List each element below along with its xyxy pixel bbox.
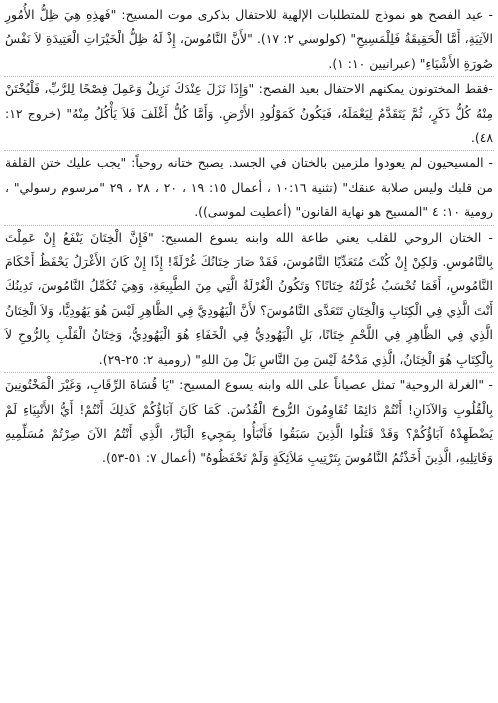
spiritual-foreskin-paragraph: - "الغرلة الروحية" تمثل عصياناً على الله وابنه يسوع المسيح: "يَا قُسَاةَ الرِّقَابِ، وَغَيْرَ الْمَخْتُونِينَ بِالْقُلُوبِ وَالآذَانِ! أَنْتُمْ دَائِمًا تُقَاوِمُونَ الرُّوحَ الْقُدُسَ. كَمَا كَانَ آبَاؤُكُمْ كَذلِكَ أَنْتُمْ! أَيُّ الأَنْبِيَاءِ لَمْ يَضْطَهِدْهُ آبَاؤُكُمْ؟ وَقَدْ قَتَلُوا الَّذِينَ سَبَقُوا فَأَنْبَأُوا بِمَجِيءِ الْبَارِّ، الَّذِي أَنْتُمُ الآنَ صِرْتُمْ مُسَلِّمِيهِ وَقَاتِلِيهِ، الَّذِينَ أَخَذْتُمُ النَّامُوسَ بِتَرْتِيبِ مَلاَئِكَةٍ وَلَمْ تَحْفَظُوهُ" (أعمال ٧: ٥١-٥٣). <box>5 377 493 466</box>
spiritual-circumcision-paragraph: - المسيحيون لم يعودوا ملزمين بالختان في الجسد. يصبح ختانه روحياً: "يجب عليك ختن القلفة من قلبك وليس صلابة عنقك" (تثنية ١٠:١٦ ، أعمال ١٥: ١٩ ، ٢٠ ، ٢٨ ، ٢٩ "مرسوم رسولي" ، رومية ١٠: ٤ "المسيح هو نهاية القانون" (أعطيت لموسى)). <box>4 151 494 225</box>
passover-model-paragraph: - عيد الفصح هو نموذج للمتطلبات الإلهية للاحتفال بذكرى موت المسيح: "فَهذِهِ هِيَ ظِلُّ الأُمُورِ الآتِيَةِ، أَمَّا الْحَقِيقَةُ فَلِلْمَسِيحِ" (كولوسي ٢: ١٧). "لأَنَّ النَّامُوسَ، إِذْ لَهُ ظِلُّ الْخَيْرَاتِ الْعَتِيدَةِ لاَ نَفْسُ صُورَةِ الأَشْيَاءِ" (عبرانيين ١٠: ١). <box>4 3 494 77</box>
circumcised-only-paragraph: -فقط المختونون يمكنهم الاحتفال بعيد الفصح: "وَإِذَا نَزَلَ عِنْدَكَ نَزِيلٌ وَعَمِلَ فِصْحًا لِلرَّبِّ، فَلْيُخْتَنْ مِنْهُ كُلُّ ذَكَرٍ، ثُمَّ يَتَقَدَّمُ لِيَعْمَلَهُ، فَيَكُونُ كَمَوْلُودِ الأَرْضِ. وَأَمَّا كُلُّ أَغْلَفَ فَلاَ يَأْكُلُ مِنْهُ" (خروج ١٢: ٤٨). <box>4 77 494 151</box>
heart-circumcision-paragraph: - الختان الروحي للقلب يعني طاعة الله وابنه يسوع المسيح: "فَإِنَّ الْخِتَانَ يَنْفَعُ إِنْ عَمِلْتَ بِالنَّامُوسِ. وَلكِنْ إِنْ كُنْتَ مُتَعَدِّيًا النَّامُوسَ، فَقَدْ صَارَ خِتَانُكَ غُرْلَةً! إِذًا إِنْ كَانَ الأَغْرَلُ يَحْفَظُ أَحْكَامَ النَّامُوسِ، أَفَمَا تُحْسَبُ غُرْلَتُهُ خِتَانًا؟ وَتَكُونُ الْغُرْلَةُ الَّتِي مِنَ الطَّبِيعَةِ، وَهِيَ تُكَمِّلُ النَّامُوسَ، تَدِينُكَ أَنْتَ الَّذِي فِي الْكِتَابِ وَالْخِتَانِ تَتَعَدَّى النَّامُوسَ؟ لأَنَّ الْيَهُودِيَّ فِي الظَّاهِرِ لَيْسَ هُوَ يَهُودِيًّا، وَلاَ الْخِتَانُ الَّذِي فِي الظَّاهِرِ فِي اللَّحْمِ خِتَانًا، بَلِ الْيَهُودِيُّ فِي الْخَفَاءِ هُوَ الْيَهُودِيُّ، وَخِتَانُ الْقَلْبِ بِالرُّوحِ لاَ بِالْكِتَابِ هُوَ الْخِتَانُ، الَّذِي مَدْحُهُ لَيْسَ مِنَ النَّاسِ بَلْ مِنَ اللهِ" (رومية ٢: ٢٥-٢٩). <box>4 226 494 373</box>
